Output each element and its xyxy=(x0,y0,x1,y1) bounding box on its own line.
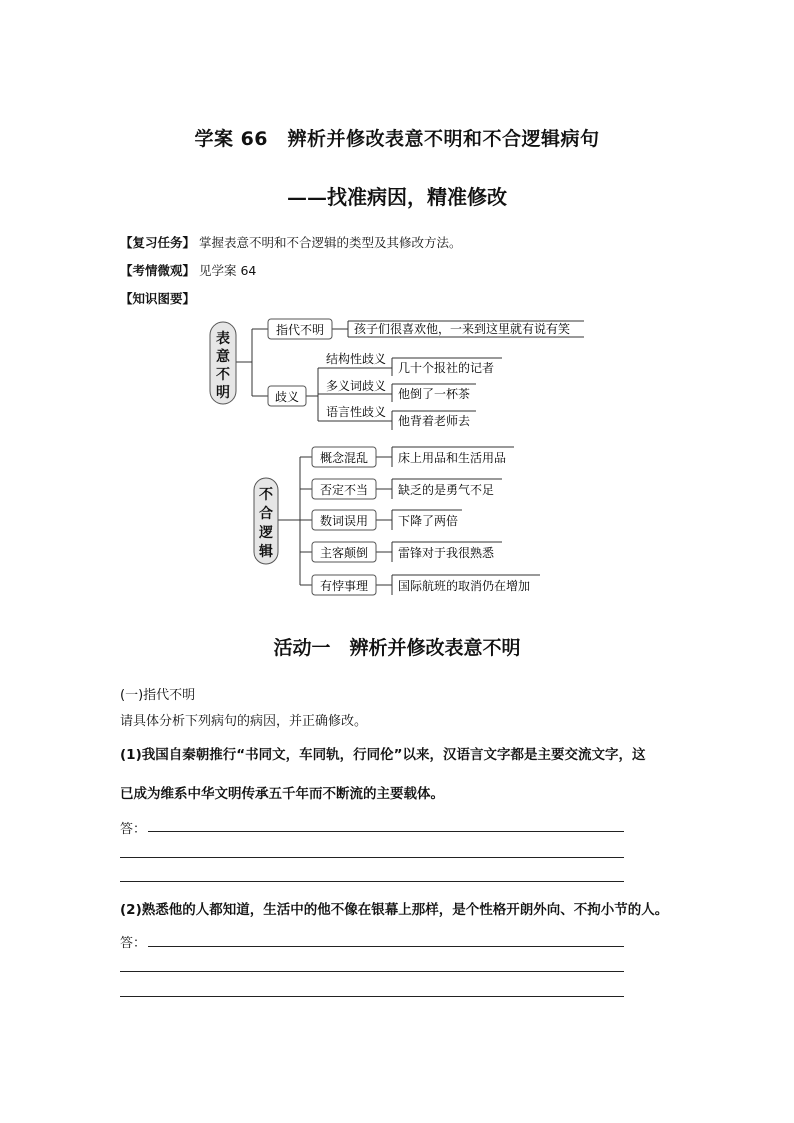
svg-text:意: 意 xyxy=(216,349,230,365)
svg-text:合: 合 xyxy=(259,506,273,522)
page-title: 学案 66 辨析并修改表意不明和不合逻辑病句 xyxy=(194,128,600,150)
answer-line-2b[interactable] xyxy=(120,971,624,972)
branch-label-negation: 否定不当 xyxy=(319,483,369,497)
exam-view-key: 【考情微观】 xyxy=(120,263,196,278)
answer-line-1a[interactable] xyxy=(148,831,624,832)
instruction: 请具体分析下列病句的病因，并正确修改。 xyxy=(120,714,368,729)
question-1-line-1: (1)我国自秦朝推行“书同文，车同轨，行同伦”以来，汉语言文字都是主要交流文字，这 xyxy=(120,747,646,763)
question-2: (2)熟悉他的人都知道，生活中的他不像在银幕上那样，是个性格开朗外向、不拘小节的人。 xyxy=(120,902,669,918)
example-negation: 缺乏的是勇气不足 xyxy=(398,483,495,497)
branch-label-numeral: 数词误用 xyxy=(319,514,369,528)
svg-text:逻: 逻 xyxy=(259,525,273,541)
knowledge-map-label: 【知识图要】 xyxy=(120,291,196,306)
svg-text:表: 表 xyxy=(216,331,230,347)
example-zhidai: 孩子们很喜欢他，一来到这里就有说有笑 xyxy=(354,322,571,336)
answer-line-2a[interactable] xyxy=(148,946,624,947)
sub-label-speech: 语言性歧义 xyxy=(326,405,387,419)
svg-text:不: 不 xyxy=(259,487,273,503)
example-speech: 他背着老师去 xyxy=(398,414,471,428)
branch-label-concept: 概念混乱 xyxy=(319,451,369,465)
example-concept: 床上用品和生活用品 xyxy=(398,451,507,465)
answer-line-1b[interactable] xyxy=(120,857,624,858)
activity-title: 活动一 辨析并修改表意不明 xyxy=(273,637,521,659)
example-structural: 几十个报社的记者 xyxy=(398,361,495,375)
svg-text:明: 明 xyxy=(216,385,230,401)
answer-line-2c[interactable] xyxy=(120,996,624,997)
example-numeral: 下降了两倍 xyxy=(398,514,459,528)
sub-label-structural: 结构性歧义 xyxy=(326,352,387,366)
example-subject-object: 雷锋对于我很熟悉 xyxy=(398,546,495,560)
branch-label-unreasonable: 有悖事理 xyxy=(319,579,369,593)
svg-text:辑: 辑 xyxy=(259,544,273,560)
review-task-key: 【复习任务】 xyxy=(120,235,196,250)
example-polysemy: 他倒了一杯茶 xyxy=(398,387,471,401)
exam-view-value: 见学案 64 xyxy=(199,263,257,278)
answer-label-1: 答： xyxy=(120,822,147,837)
part-label: (一)指代不明 xyxy=(120,688,196,703)
page-subtitle: ——找准病因，精准修改 xyxy=(287,185,507,209)
example-unreasonable: 国际航班的取消仍在增加 xyxy=(398,579,531,593)
answer-label-2: 答： xyxy=(120,936,147,951)
answer-line-1c[interactable] xyxy=(120,881,624,882)
review-task-value: 掌握表意不明和不合逻辑的类型及其修改方法。 xyxy=(199,235,462,250)
svg-text:不: 不 xyxy=(216,367,230,383)
sub-label-polysemy: 多义词歧义 xyxy=(326,379,387,393)
branch-label-qiyi: 歧义 xyxy=(274,390,300,404)
branch-label-subject-object: 主客颠倒 xyxy=(319,546,369,560)
branch-label-zhidai: 指代不明 xyxy=(275,323,325,337)
question-1-line-2: 已成为维系中华文明传承五千年而不断流的主要载体。 xyxy=(120,786,444,802)
